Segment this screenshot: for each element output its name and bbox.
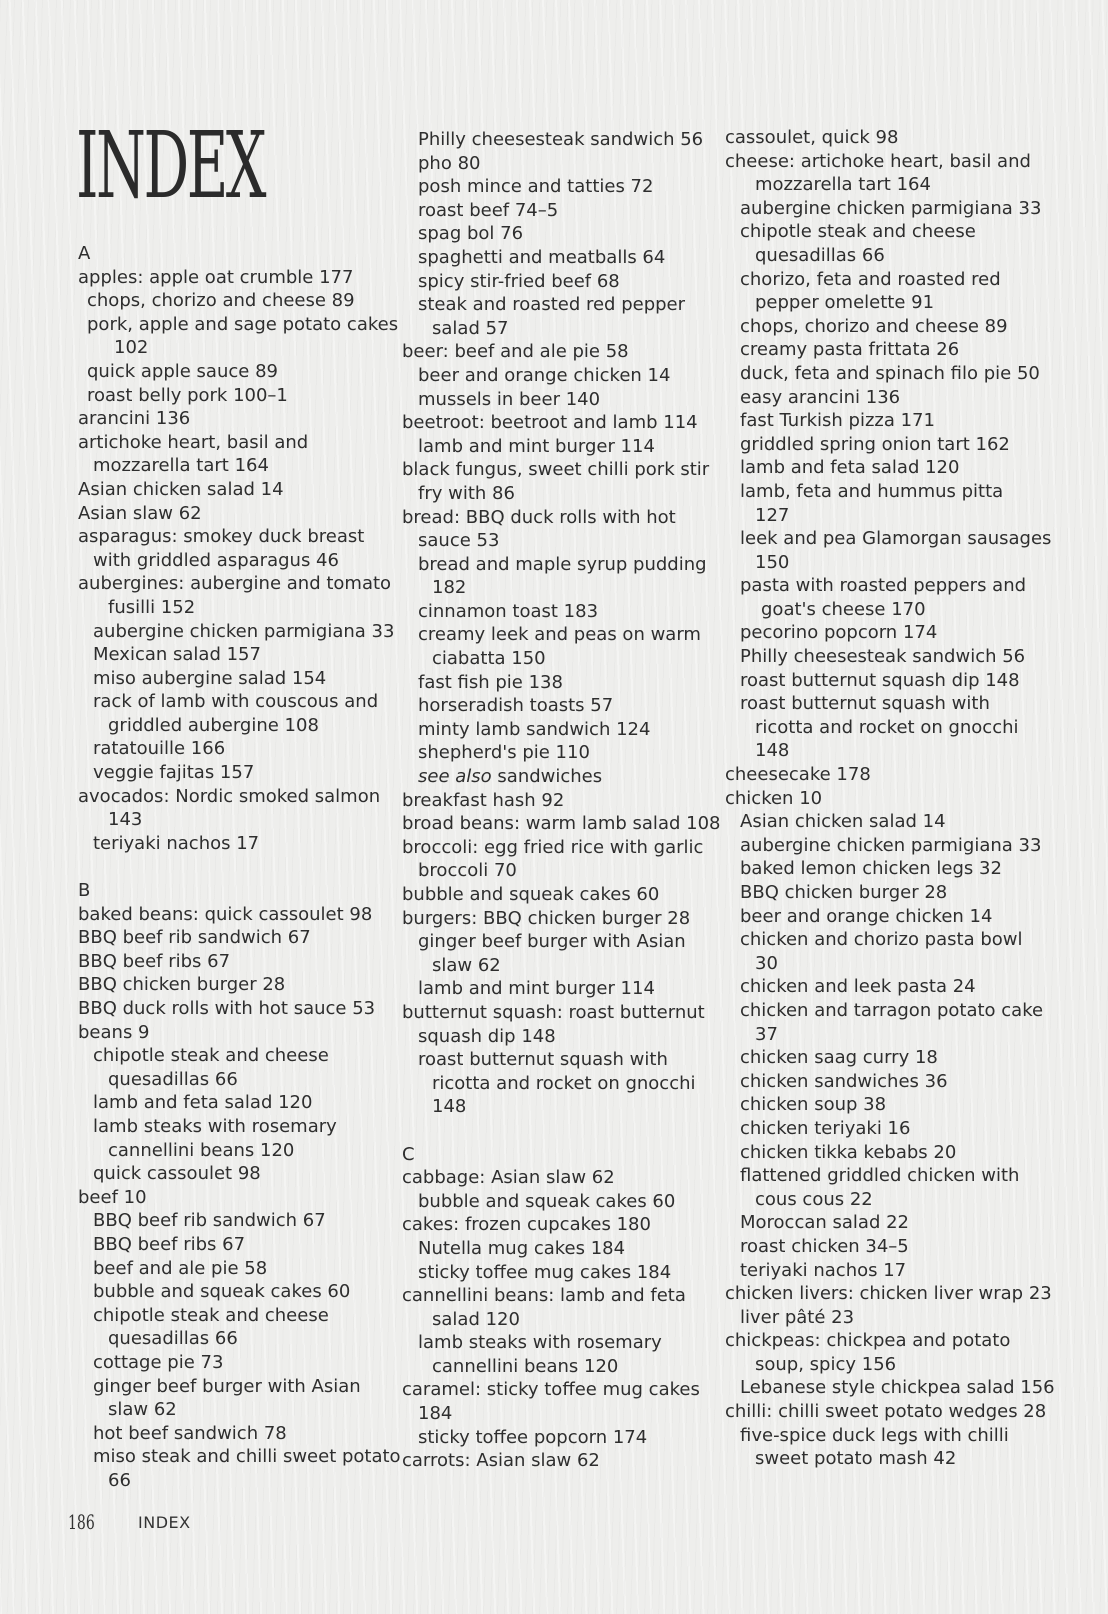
index-subentry: teriyaki nachos 17 — [93, 832, 260, 854]
index-entry: broad beans: warm lamb salad 108 — [402, 813, 721, 835]
index-entry: caramel: sticky toffee mug cakes — [402, 1379, 700, 1401]
index-subentry: roast belly pork 100–1 — [87, 384, 288, 406]
index-subentry: chicken and chorizo pasta bowl — [740, 929, 1023, 951]
index-subentry: roast chicken 34–5 — [740, 1235, 909, 1257]
index-subentry: bubble and squeak cakes 60 — [93, 1281, 351, 1303]
index-subentry: Philly cheesesteak sandwich 56 — [740, 646, 1026, 668]
index-continuation: 30 — [755, 952, 778, 974]
index-subentry: lamb and mint burger 114 — [418, 435, 655, 457]
index-continuation: mozzarella tart 164 — [93, 455, 269, 477]
index-subentry: Nutella mug cakes 184 — [418, 1237, 626, 1259]
index-continuation: ricotta and rocket on gnocchi — [432, 1072, 696, 1094]
index-entry: cheesecake 178 — [725, 764, 871, 786]
index-subentry: baked lemon chicken legs 32 — [740, 858, 1002, 880]
index-subentry: lamb and mint burger 114 — [418, 978, 655, 1000]
index-subentry: easy arancini 136 — [740, 386, 901, 408]
index-entry: BBQ chicken burger 28 — [78, 974, 286, 996]
see-also-label: see also — [418, 766, 492, 788]
index-continuation: goat's cheese 170 — [761, 598, 926, 620]
index-entry: carrots: Asian slaw 62 — [402, 1450, 600, 1472]
index-subentry: miso aubergine salad 154 — [93, 667, 327, 689]
index-continuation: ricotta and rocket on gnocchi — [755, 716, 1019, 738]
index-subentry: fast fish pie 138 — [418, 671, 563, 693]
index-entry: arancini 136 — [78, 408, 191, 430]
index-subentry: mussels in beer 140 — [418, 388, 601, 410]
index-continuation: salad 57 — [432, 317, 509, 339]
index-entry: butternut squash: roast butternut — [402, 1001, 705, 1023]
index-entry: Asian chicken salad 14 — [78, 478, 284, 500]
index-subentry: chicken saag curry 18 — [740, 1047, 938, 1069]
index-continuation: cannellini beans 120 — [432, 1355, 619, 1377]
index-subentry: sticky toffee popcorn 174 — [418, 1426, 648, 1448]
index-continuation: with griddled asparagus 46 — [93, 549, 339, 571]
index-entry: cannellini beans: lamb and feta — [402, 1285, 686, 1307]
index-subentry: creamy pasta frittata 26 — [740, 339, 960, 361]
index-entry: baked beans: quick cassoulet 98 — [78, 903, 373, 925]
index-entry: burgers: BBQ chicken burger 28 — [402, 907, 691, 929]
index-continuation: ciabatta 150 — [432, 648, 546, 670]
index-entry: cakes: frozen cupcakes 180 — [402, 1214, 651, 1236]
index-entry: chilli: chilli sweet potato wedges 28 — [725, 1401, 1047, 1423]
index-continuation: quesadillas 66 — [108, 1068, 238, 1090]
index-subentry: chorizo, feta and roasted red — [740, 268, 1001, 290]
index-subentry: chipotle steak and cheese — [740, 221, 976, 243]
index-entry: broccoli: egg fried rice with garlic — [402, 836, 704, 858]
index-subentry: lamb and feta salad 120 — [740, 457, 960, 479]
index-continuation: fusilli 152 — [108, 596, 196, 618]
index-continuation: 184 — [418, 1403, 453, 1425]
index-subentry: sticky toffee mug cakes 184 — [418, 1261, 672, 1283]
index-subentry: pecorino popcorn 174 — [740, 622, 938, 644]
index-subentry: Moroccan salad 22 — [740, 1212, 910, 1234]
index-subentry: bubble and squeak cakes 60 — [418, 1190, 676, 1212]
index-continuation: pepper omelette 91 — [755, 292, 935, 314]
index-entry: beer: beef and ale pie 58 — [402, 341, 629, 363]
index-subentry: fast Turkish pizza 171 — [740, 410, 935, 432]
index-subentry: chipotle steak and cheese — [93, 1304, 329, 1326]
index-subentry: lamb steaks with rosemary — [418, 1332, 662, 1354]
index-entry: asparagus: smokey duck breast — [78, 526, 365, 548]
index-continuation: sweet potato mash 42 — [755, 1448, 957, 1470]
index-subentry: pork, apple and sage potato cakes — [87, 313, 399, 335]
index-subentry: roast beef 74–5 — [418, 199, 559, 221]
index-subentry: pasta with roasted peppers and — [740, 575, 1027, 597]
index-entry: beans 9 — [78, 1021, 150, 1043]
index-subentry: ginger beef burger with Asian — [93, 1375, 361, 1397]
index-subentry: Mexican salad 157 — [93, 644, 261, 666]
index-column-1 — [78, 242, 401, 1492]
index-continuation: cous cous 22 — [755, 1188, 873, 1210]
index-subentry: chicken teriyaki 16 — [740, 1117, 911, 1139]
index-entry: BBQ beef ribs 67 — [78, 950, 231, 972]
index-continuation: 127 — [755, 504, 790, 526]
section-letter: A — [78, 243, 91, 264]
index-subentry: chicken sandwiches 36 — [740, 1070, 948, 1092]
index-subentry: duck, feta and spinach filo pie 50 — [740, 362, 1040, 384]
index-subentry: roast butternut squash with — [740, 693, 990, 715]
index-subentry: aubergine chicken parmigiana 33 — [740, 834, 1042, 856]
index-subentry: miso steak and chilli sweet potato — [93, 1446, 401, 1468]
index-subentry: Philly cheesesteak sandwich 56 — [418, 129, 704, 150]
index-continuation: slaw 62 — [432, 954, 501, 976]
index-entry: chickpeas: chickpea and potato — [725, 1330, 1011, 1352]
index-subentry: roast butternut squash dip 148 — [740, 669, 1020, 691]
index-subentry: liver pâté 23 — [740, 1306, 855, 1328]
index-entry: chicken livers: chicken liver wrap 23 — [725, 1283, 1052, 1305]
index-subentry: quick cassoulet 98 — [93, 1163, 261, 1185]
index-entry: cheese: artichoke heart, basil and — [725, 150, 1031, 172]
index-subentry: chipotle steak and cheese — [93, 1045, 329, 1067]
index-continuation: fry with 86 — [418, 482, 515, 504]
index-subentry: quick apple sauce 89 — [87, 360, 278, 382]
index-subentry: BBQ beef ribs 67 — [93, 1233, 246, 1255]
index-subentry: cottage pie 73 — [93, 1351, 224, 1373]
index-continuation: 182 — [432, 577, 467, 599]
page-footer — [68, 1510, 191, 1534]
index-subentry: shepherd's pie 110 — [418, 742, 590, 764]
index-column-3 — [725, 126, 1055, 1471]
section-letter: B — [78, 880, 91, 902]
index-entry: chicken 10 — [725, 787, 823, 809]
index-subentry: beef and ale pie 58 — [93, 1257, 268, 1279]
index-subentry: horseradish toasts 57 — [418, 695, 614, 717]
index-subentry: lamb steaks with rosemary — [93, 1115, 337, 1137]
index-entry: breakfast hash 92 — [402, 789, 565, 811]
index-entry: bread: BBQ duck rolls with hot — [402, 506, 676, 528]
index-subentry: chicken and tarragon potato cake — [740, 999, 1044, 1021]
index-subentry: teriyaki nachos 17 — [740, 1259, 907, 1281]
index-continuation: salad 120 — [432, 1308, 520, 1330]
index-continuation: slaw 62 — [108, 1399, 177, 1421]
index-subentry: flattened griddled chicken with — [740, 1165, 1020, 1187]
index-entry: avocados: Nordic smoked salmon — [78, 785, 381, 807]
index-subentry: chicken and leek pasta 24 — [740, 976, 976, 998]
index-entry: BBQ duck rolls with hot sauce 53 — [78, 998, 376, 1019]
index-subentry: bread and maple syrup pudding — [418, 553, 707, 575]
index-entry: apples: apple oat crumble 177 — [78, 266, 354, 288]
index-subentry: Lebanese style chickpea salad 156 — [740, 1377, 1055, 1399]
index-subentry: chicken soup 38 — [740, 1094, 887, 1116]
index-subentry: spag bol 76 — [418, 223, 524, 245]
index-continuation: cannellini beans 120 — [108, 1139, 295, 1161]
index-subentry: beer and orange chicken 14 — [418, 364, 671, 386]
index-subentry: rack of lamb with couscous and — [93, 691, 379, 713]
index-entry: beetroot: beetroot and lamb 114 — [402, 412, 698, 434]
index-subentry: hot beef sandwich 78 — [93, 1422, 287, 1444]
index-subentry: minty lamb sandwich 124 — [418, 718, 651, 740]
index-continuation: 148 — [755, 740, 790, 762]
index-subentry: posh mince and tatties 72 — [418, 176, 654, 198]
index-subentry: cinnamon toast 183 — [418, 600, 599, 622]
index-subentry: beer and orange chicken 14 — [740, 905, 993, 927]
page-number: 186 — [68, 1510, 95, 1534]
index-subentry: veggie fajitas 157 — [93, 762, 255, 784]
index-subentry: spicy stir-fried beef 68 — [418, 270, 620, 292]
index-subentry: creamy leek and peas on warm — [418, 624, 701, 646]
index-subentry: roast butternut squash with — [418, 1049, 668, 1071]
index-subentry: five-spice duck legs with chilli — [740, 1424, 1009, 1446]
index-subentry: lamb, feta and hummus pitta — [740, 480, 1004, 502]
index-continuation: 37 — [755, 1023, 778, 1045]
index-continuation: 150 — [755, 551, 790, 573]
index-cross-reference — [402, 765, 722, 789]
index-continuation: squash dip 148 — [418, 1025, 556, 1047]
index-subentry: lamb and feta salad 120 — [93, 1092, 313, 1114]
index-entry: cabbage: Asian slaw 62 — [402, 1167, 615, 1189]
page-title: INDEX — [76, 112, 265, 219]
index-entry: bubble and squeak cakes 60 — [402, 884, 660, 905]
index-subentry: BBQ beef rib sandwich 67 — [93, 1210, 326, 1232]
index-entry: Asian slaw 62 — [78, 502, 202, 524]
index-entry: black fungus, sweet chilli pork stir — [402, 459, 710, 481]
cross-reference-target: sandwiches — [497, 766, 603, 788]
index-subentry: ginger beef burger with Asian — [418, 931, 686, 953]
index-continuation: soup, spicy 156 — [755, 1353, 897, 1375]
index-subentry: griddled spring onion tart 162 — [740, 433, 1010, 455]
index-subentry: BBQ chicken burger 28 — [740, 882, 948, 903]
index-continuation: mozzarella tart 164 — [755, 174, 931, 196]
index-subentry: leek and pea Glamorgan sausages — [740, 528, 1052, 550]
index-continuation: griddled aubergine 108 — [108, 714, 319, 736]
index-subentry: aubergine chicken parmigiana 33 — [740, 197, 1042, 219]
index-entry: artichoke heart, basil and — [78, 431, 309, 453]
index-entry: BBQ beef rib sandwich 67 — [78, 927, 311, 949]
index-entry: cassoulet, quick 98 — [725, 127, 899, 148]
index-continuation: quesadillas 66 — [108, 1328, 238, 1350]
index-subentry: spaghetti and meatballs 64 — [418, 246, 666, 268]
index-subentry: steak and roasted red pepper — [418, 294, 686, 316]
index-column-2 — [402, 128, 722, 1473]
index-subentry: chicken tikka kebabs 20 — [740, 1141, 957, 1163]
section-letter: C — [402, 1143, 415, 1165]
index-subentry: aubergine chicken parmigiana 33 — [93, 620, 395, 642]
index-subentry: chops, chorizo and cheese 89 — [87, 290, 355, 312]
index-subentry: ratatouille 166 — [93, 738, 226, 760]
index-continuation: 148 — [432, 1096, 467, 1118]
index-entry: aubergines: aubergine and tomato — [78, 573, 392, 595]
index-subentry: chops, chorizo and cheese 89 — [740, 315, 1008, 337]
running-footer-label: INDEX — [138, 1513, 191, 1532]
index-entry: beef 10 — [78, 1186, 147, 1208]
index-continuation: quesadillas 66 — [755, 244, 885, 266]
index-continuation: 143 — [108, 809, 143, 831]
index-continuation: 66 — [108, 1469, 131, 1491]
index-continuation: broccoli 70 — [418, 860, 517, 882]
index-continuation: 102 — [114, 337, 149, 359]
index-subentry: Asian chicken salad 14 — [740, 811, 946, 833]
index-continuation: sauce 53 — [418, 530, 500, 552]
index-subentry: pho 80 — [418, 152, 481, 174]
